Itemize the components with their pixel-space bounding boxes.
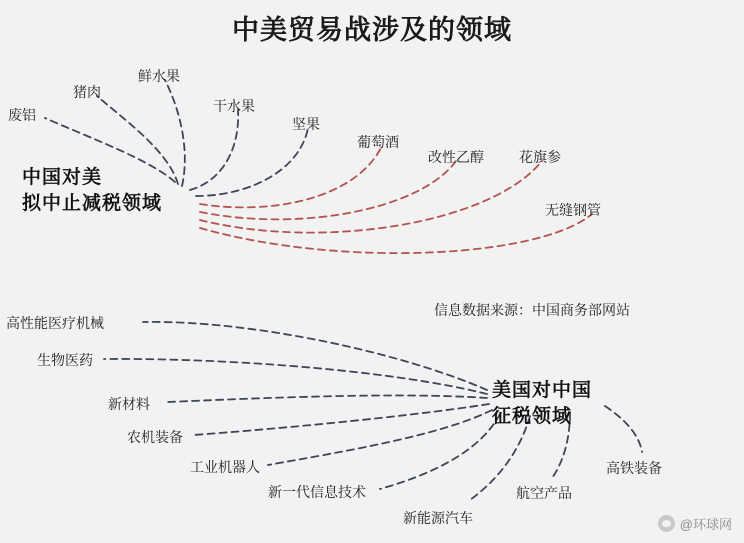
usa-item-7: 航空产品: [516, 485, 572, 501]
china-item-7: 花旗参: [519, 149, 561, 165]
weibo-icon: [658, 515, 675, 532]
china-connector-2: [165, 80, 185, 186]
china-item-5: 葡萄酒: [357, 134, 399, 150]
china-item-3: 干水果: [213, 98, 255, 114]
china-item-8: 无缝钢管: [545, 202, 601, 218]
china-connector-7: [200, 161, 542, 233]
usa-item-5: 新一代信息技术: [268, 484, 366, 500]
hub-usa: [492, 378, 592, 429]
china-item-1: 猪肉: [73, 84, 101, 100]
page-title: 中美贸易战涉及的领域: [232, 15, 512, 45]
china-connector-8: [200, 214, 592, 253]
usa-connector-8: [605, 406, 642, 452]
hub-china-line2: 拟中止减税领域: [22, 192, 163, 214]
china-item-6: 改性乙醇: [428, 149, 484, 165]
usa-item-4: 工业机器人: [190, 459, 260, 475]
watermark-label: @环球网: [679, 517, 732, 532]
china-item-2: 鲜水果: [138, 68, 180, 84]
hub-usa-line1: 美国对中国: [492, 380, 593, 401]
china-item-4: 坚果: [292, 116, 320, 132]
usa-connector-5: [380, 414, 500, 489]
hub-china-line1: 中国对美: [22, 167, 103, 188]
hub-usa-line2: 征税领域: [492, 405, 573, 427]
usa-connector-1: [104, 359, 487, 394]
source-note: 信息数据来源：中国商务部网站: [434, 302, 630, 318]
usa-item-8: 高铁装备: [606, 460, 662, 476]
usa-item-3: 农机装备: [127, 429, 183, 445]
usa-item-0: 高性能医疗机械: [6, 315, 104, 331]
usa-item-2: 新材料: [108, 396, 150, 412]
usa-connector-3: [193, 404, 489, 435]
watermark: [658, 514, 732, 533]
china-item-0: 废铝: [8, 107, 36, 123]
usa-connector-0: [143, 322, 487, 390]
china-connector-3: [190, 110, 238, 190]
usa-item-1: 生物医药: [37, 352, 93, 368]
usa-item-6: 新能源汽车: [403, 510, 473, 526]
hub-china: [22, 165, 162, 216]
china-connector-4: [196, 128, 308, 196]
china-connector-5: [200, 146, 382, 207]
usa-connector-2: [168, 395, 487, 402]
